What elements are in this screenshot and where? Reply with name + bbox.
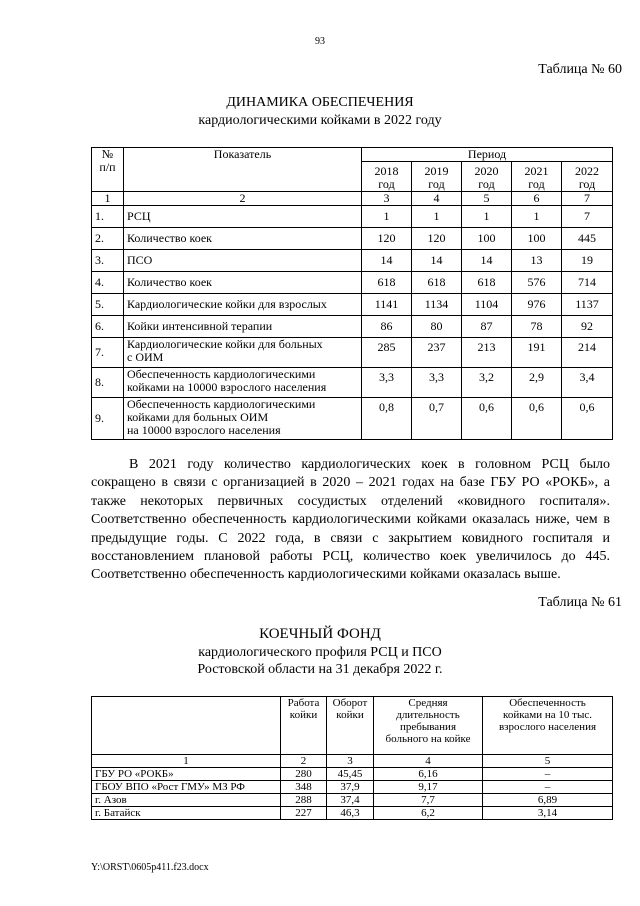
table-header-row <box>92 148 613 162</box>
row-value: 3,3 <box>412 368 462 398</box>
row-value: 3,2 <box>462 368 512 398</box>
row-value: 618 <box>412 272 462 294</box>
row-value: 7,7 <box>374 794 483 807</box>
row-value: 0,6 <box>562 398 613 440</box>
row-value: 1 <box>412 206 462 228</box>
row-value: 618 <box>362 272 412 294</box>
row-value: 1141 <box>362 294 412 316</box>
row-value: 6,2 <box>374 807 483 820</box>
column-number: 2 <box>281 755 327 768</box>
row-value: 92 <box>562 316 613 338</box>
header-average-stay: Средняя длительность пребывания больного на койке <box>374 697 483 755</box>
row-number: 6. <box>92 316 124 338</box>
row-institution: ГБУ РО «РОКБ» <box>92 768 281 781</box>
column-number: 7 <box>562 192 613 206</box>
row-institution: г. Батайск <box>92 807 281 820</box>
row-value: 0,6 <box>462 398 512 440</box>
row-value: 3,3 <box>362 368 412 398</box>
row-indicator: Обеспеченность кардиологическими койками на 10000 взрослого населения <box>124 368 362 398</box>
row-value: 86 <box>362 316 412 338</box>
row-value: 618 <box>462 272 512 294</box>
row-value: 80 <box>412 316 462 338</box>
row-number: 9. <box>92 398 124 440</box>
row-value: 213 <box>462 338 512 368</box>
row-value: 191 <box>512 338 562 368</box>
page-number: 93 <box>315 36 325 47</box>
row-value: 1 <box>462 206 512 228</box>
row-value: 78 <box>512 316 562 338</box>
row-value: 976 <box>512 294 562 316</box>
table-row <box>92 794 613 807</box>
row-indicator: ПСО <box>124 250 362 272</box>
row-value: 19 <box>562 250 613 272</box>
paragraph-text: В 2021 году количество кардиологических коек в головном РСЦ было сокращено в связи с организацией в 2020 – 2021 годах на базе ГБУ РО «РОКБ», а также некоторых первичных сосудистых отделений «ковидного госпиталя». Соответственно обеспеченность кардиологическими койками оказалась ниже, чем в предыдущие годы. С 2022 года, в связи с закрытием ковидного госпиталя и восстановлением плановой работы РСЦ, количество коек увеличилось до 445. Соответственно обеспеченность кардиологическими койками оказалась выше. <box>91 457 610 583</box>
table-row <box>92 228 613 250</box>
table-60-subtitle: кардиологическими койками в 2022 году <box>198 113 442 128</box>
table-61-subtitle-2: Ростовской области на 31 декабря 2022 г. <box>197 662 443 677</box>
table-61-title: КОЕЧНЫЙ ФОНД <box>259 626 381 642</box>
table-row <box>92 807 613 820</box>
row-value: 1134 <box>412 294 462 316</box>
header-year: 2020 год <box>462 162 512 192</box>
row-value: 576 <box>512 272 562 294</box>
row-value: 445 <box>562 228 613 250</box>
column-number: 4 <box>374 755 483 768</box>
row-value: 14 <box>412 250 462 272</box>
row-value: 13 <box>512 250 562 272</box>
table-61 <box>91 696 613 820</box>
column-number: 1 <box>92 192 124 206</box>
row-value: 6,89 <box>483 794 613 807</box>
row-value: 1 <box>362 206 412 228</box>
header-year: 2018 год <box>362 162 412 192</box>
header-num: № п/п <box>92 148 124 192</box>
row-value: 46,3 <box>327 807 374 820</box>
row-value: 348 <box>281 781 327 794</box>
column-numbers-row <box>92 755 613 768</box>
row-value: 37,4 <box>327 794 374 807</box>
row-value: 237 <box>412 338 462 368</box>
row-value: 7 <box>562 206 613 228</box>
row-number: 4. <box>92 272 124 294</box>
row-value: – <box>483 768 613 781</box>
table-row <box>92 768 613 781</box>
row-indicator: РСЦ <box>124 206 362 228</box>
header-bed-turnover: Оборот койки <box>327 697 374 755</box>
row-value: 2,9 <box>512 368 562 398</box>
column-number: 3 <box>327 755 374 768</box>
row-value: 100 <box>512 228 562 250</box>
row-value: 227 <box>281 807 327 820</box>
row-value: 120 <box>362 228 412 250</box>
file-path-footer: Y:\ORST\0605p411.f23.docx <box>91 862 209 873</box>
row-value: – <box>483 781 613 794</box>
row-indicator: Количество коек <box>124 228 362 250</box>
table-row <box>92 316 613 338</box>
header-year: 2019 год <box>412 162 462 192</box>
row-number: 8. <box>92 368 124 398</box>
row-value: 37,9 <box>327 781 374 794</box>
column-numbers-row <box>92 192 613 206</box>
header-indicator: Показатель <box>124 148 362 192</box>
row-institution: ГБОУ ВПО «Рост ГМУ» МЗ РФ <box>92 781 281 794</box>
table-row <box>92 338 613 368</box>
column-number: 1 <box>92 755 281 768</box>
table-row <box>92 398 613 440</box>
row-indicator: Кардиологические койки для больных с ОИМ <box>124 338 362 368</box>
row-value: 14 <box>462 250 512 272</box>
row-indicator: Количество коек <box>124 272 362 294</box>
body-paragraph <box>91 456 610 585</box>
row-value: 0,7 <box>412 398 462 440</box>
table-row <box>92 781 613 794</box>
row-institution: г. Азов <box>92 794 281 807</box>
table-60 <box>91 147 613 440</box>
table-60-title: ДИНАМИКА ОБЕСПЕЧЕНИЯ <box>226 95 414 110</box>
row-value: 714 <box>562 272 613 294</box>
row-number: 7. <box>92 338 124 368</box>
row-value: 87 <box>462 316 512 338</box>
row-indicator: Обеспеченность кардиологическими койками для больных ОИМ на 10000 взрослого населения <box>124 398 362 440</box>
row-value: 6,16 <box>374 768 483 781</box>
table-row <box>92 368 613 398</box>
table-61-subtitle-1: кардиологического профиля РСЦ и ПСО <box>198 645 442 660</box>
table-header-row <box>92 697 613 755</box>
row-value: 3,14 <box>483 807 613 820</box>
row-value: 14 <box>362 250 412 272</box>
row-value: 214 <box>562 338 613 368</box>
column-number: 4 <box>412 192 462 206</box>
row-indicator: Койки интенсивной терапии <box>124 316 362 338</box>
row-number: 2. <box>92 228 124 250</box>
row-value: 3,4 <box>562 368 613 398</box>
row-value: 280 <box>281 768 327 781</box>
table-row <box>92 250 613 272</box>
header-period: Период <box>362 148 613 162</box>
table-row <box>92 272 613 294</box>
row-number: 5. <box>92 294 124 316</box>
row-value: 9,17 <box>374 781 483 794</box>
column-number: 6 <box>512 192 562 206</box>
table-61-number: Таблица № 61 <box>538 595 622 610</box>
row-value: 0,8 <box>362 398 412 440</box>
table-60-number: Таблица № 60 <box>538 62 622 77</box>
table-row <box>92 294 613 316</box>
row-value: 288 <box>281 794 327 807</box>
row-indicator: Кардиологические койки для взрослых <box>124 294 362 316</box>
row-value: 1 <box>512 206 562 228</box>
column-number: 3 <box>362 192 412 206</box>
row-number: 3. <box>92 250 124 272</box>
row-number: 1. <box>92 206 124 228</box>
row-value: 100 <box>462 228 512 250</box>
row-value: 1104 <box>462 294 512 316</box>
table-row <box>92 206 613 228</box>
column-number: 5 <box>483 755 613 768</box>
row-value: 0,6 <box>512 398 562 440</box>
row-value: 1137 <box>562 294 613 316</box>
column-number: 5 <box>462 192 512 206</box>
column-number: 2 <box>124 192 362 206</box>
header-provision: Обеспеченность койками на 10 тыс. взрослого населения <box>483 697 613 755</box>
header-name <box>92 697 281 755</box>
header-year: 2021 год <box>512 162 562 192</box>
row-value: 120 <box>412 228 462 250</box>
row-value: 45,45 <box>327 768 374 781</box>
header-year: 2022 год <box>562 162 613 192</box>
row-value: 285 <box>362 338 412 368</box>
header-bed-work: Работа койки <box>281 697 327 755</box>
